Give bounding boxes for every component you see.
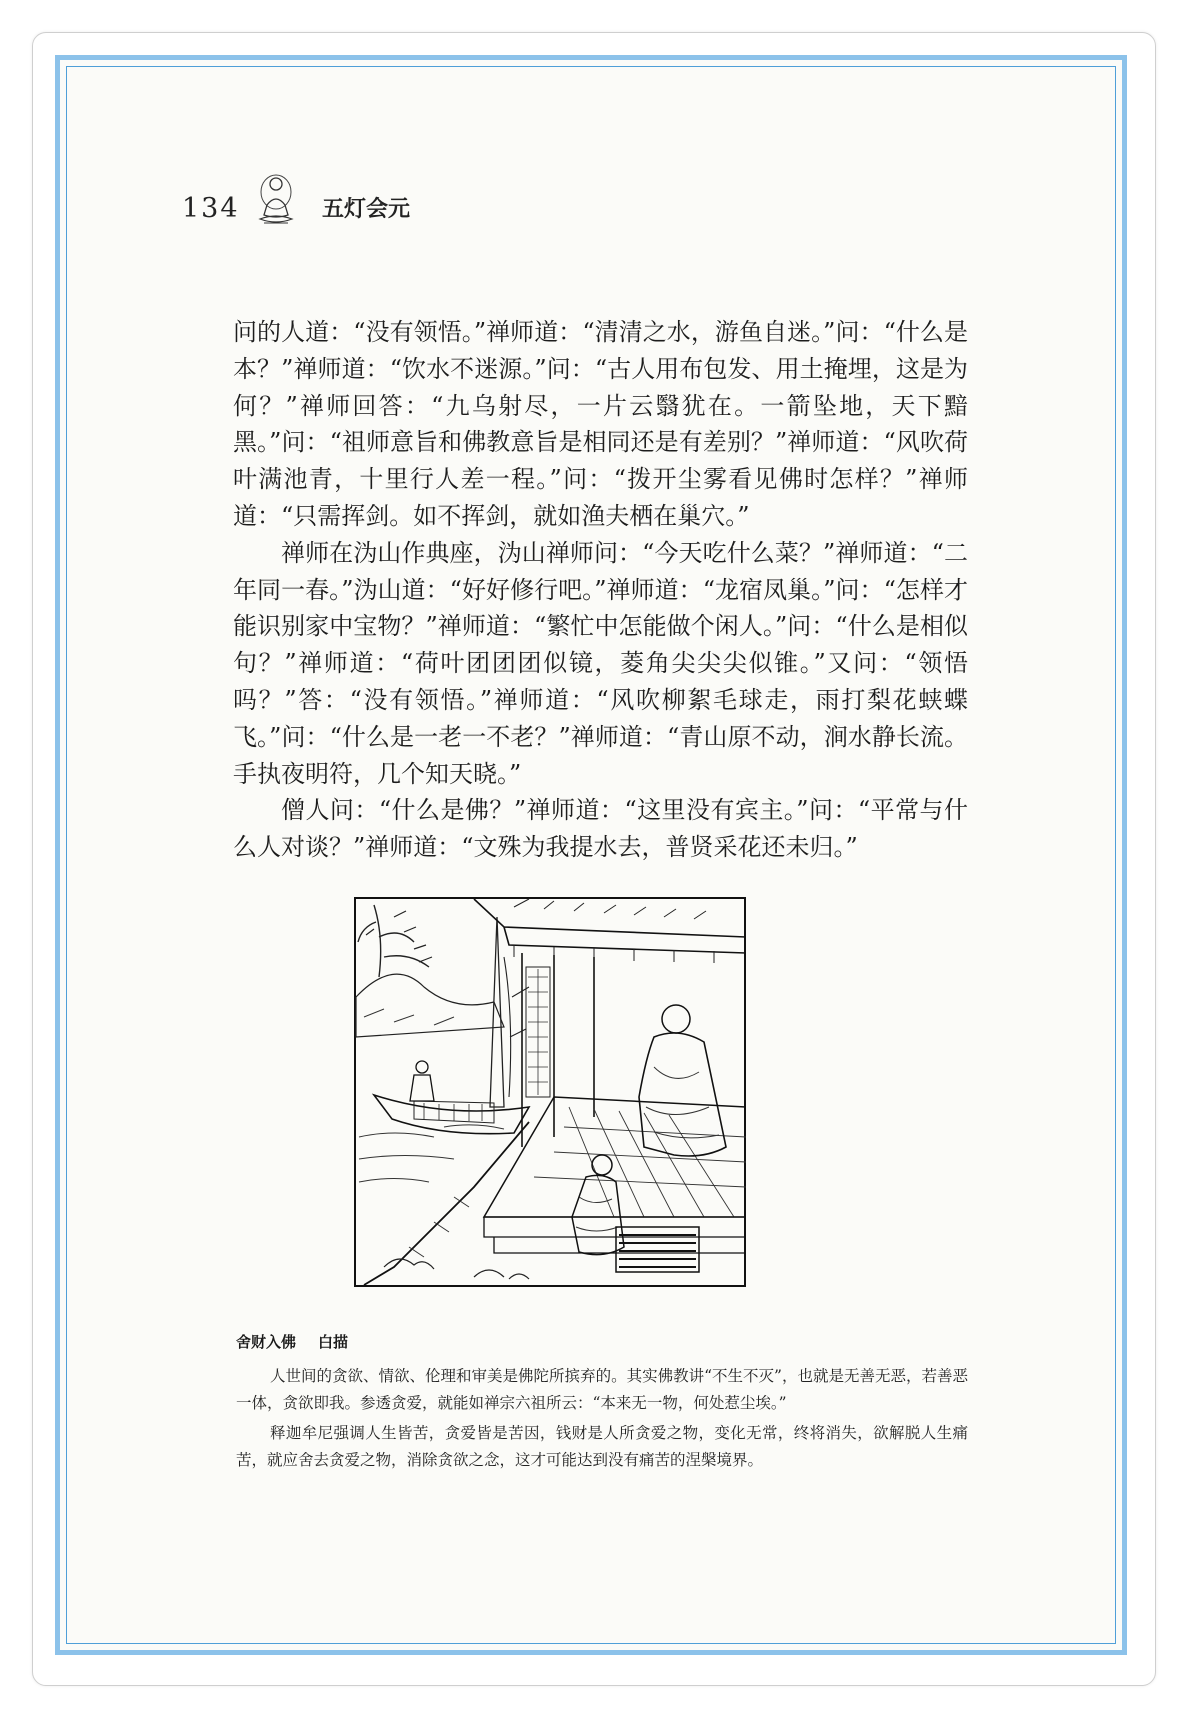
description-paragraph: 人世间的贪欲、情欲、伦理和审美是佛陀所摈弃的。其实佛教讲“不生不灭”，也就是无善无恶，若善恶一体，贪欲即我。参透贪爱，就能如禅宗六祖所云：“本来无一物，何处惹尘埃。” (236, 1367, 968, 1412)
page-number: 134 (182, 193, 240, 224)
book-title: 五灯会元 (322, 197, 411, 222)
description-paragraph: 释迦牟尼强调人生皆苦，贪爱皆是苦因，钱财是人所贪爱之物，变化无常，终将消失，欲解脱人生痛苦，就应舍去贪爱之物，消除贪欲之念，这才可能达到没有痛苦的涅槃境界。 (236, 1424, 968, 1469)
buddha-icon (254, 171, 298, 227)
paragraph: 禅师在沩山作典座，沩山禅师问：“今天吃什么菜？”禅师道：“二年同一春。”沩山道：“好好修行吧。”禅师道：“龙宿凤巢。”问：“怎样才能识别家中宝物？”禅师道：“繁忙中怎能做个闲人。”问：“什么是相似句？”禅师道：“荷叶团团团似镜，菱角尖尖尖似锥。”又问：“领悟吗？”答：“没有领悟。”禅师道：“风吹柳絮毛球走，雨打梨花蛱蝶飞。”问：“什么是一老一不老？”禅师道：“青山原不动，涧水静长流。手执夜明符，几个知天晓。” (233, 538, 968, 788)
figure-description (236, 1363, 968, 1477)
caption-technique: 白描 (318, 1333, 349, 1351)
body-text (233, 314, 968, 866)
paragraph: 问的人道：“没有领悟。”禅师道：“清清之水，游鱼自迷。”问：“什么是本？”禅师道：“饮水不迷源。”问：“古人用布包发、用土掩埋，这是为何？”禅师回答：“九乌射尽，一片云翳犹在。一箭坠地，天下黯黑。”问：“祖师意旨和佛教意旨是相同还是有差别？”禅师道：“风吹荷叶满池青，十里行人差一程。”问：“拨开尘雾看见佛时怎样？”禅师道：“只需挥剑。如不挥剑，就如渔夫栖在巢穴。” (233, 318, 968, 530)
paragraph: 僧人问：“什么是佛？”禅师道：“这里没有宾主。”问：“平常与什么人对谈？”禅师道：“文殊为我提水去，普贤采花还未归。” (233, 796, 968, 862)
figure-caption (236, 1331, 348, 1352)
woodcut-illustration (354, 897, 746, 1287)
caption-title: 舍财入佛 (236, 1333, 297, 1351)
